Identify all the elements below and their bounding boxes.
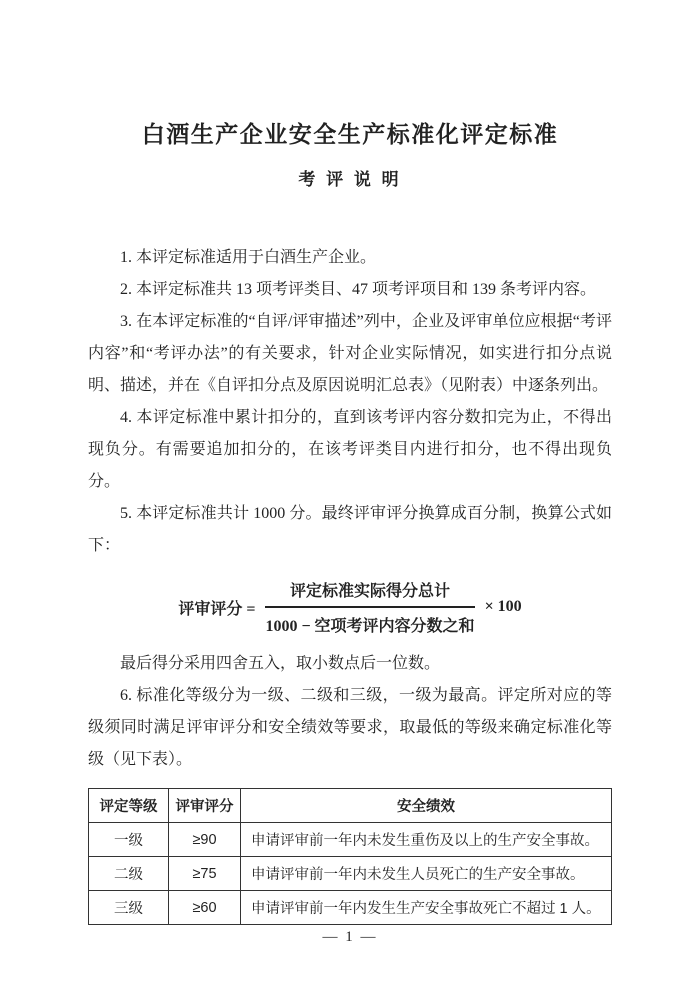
paragraph-2: 2. 本评定标准共 13 项考评类目、47 项考评项目和 139 条考评内容。 — [120, 281, 597, 298]
cell-grade: 三级 — [89, 891, 169, 925]
header-performance: 安全绩效 — [241, 789, 612, 823]
cell-performance: 申请评审前一年内发生生产安全事故死亡不超过 1 人。 — [241, 891, 612, 925]
cell-score: ≥60 — [169, 891, 241, 925]
table-row — [89, 891, 612, 925]
grade-table — [88, 788, 612, 925]
cell-grade: 二级 — [89, 857, 169, 891]
table-row — [89, 857, 612, 891]
paragraph-6: 6. 标准化等级分为一级、二级和三级，一级为最高。评定所对应的等级须同时满足评审评分和安全绩效等要求，取最低的等级来确定标准化等级（见下表）。 — [88, 687, 612, 768]
cell-performance: 申请评审前一年内未发生人员死亡的生产安全事故。 — [241, 857, 612, 891]
formula-multiplier: × 100 — [484, 598, 522, 615]
cell-score: ≥75 — [169, 857, 241, 891]
table-row — [89, 823, 612, 857]
cell-score: ≥90 — [169, 823, 241, 857]
document-body — [88, 242, 612, 925]
score-formula — [88, 578, 612, 636]
cell-performance: 申请评审前一年内未发生重伤及以上的生产安全事故。 — [241, 823, 612, 857]
formula-fraction — [265, 578, 474, 636]
page-number: — 1 — — [322, 929, 378, 945]
formula-denominator: 1000 − 空项考评内容分数之和 — [265, 618, 475, 635]
formula-lhs: 评审评分 = — [178, 600, 256, 618]
paragraph-5: 5. 本评定标准共计 1000 分。最终评审评分换算成百分制，换算公式如下： — [88, 505, 612, 554]
page-subtitle: 考 评 说 明 — [298, 170, 402, 189]
cell-grade: 一级 — [89, 823, 169, 857]
header-grade: 评定等级 — [89, 789, 169, 823]
page-title: 白酒生产企业安全生产标准化评定标准 — [141, 121, 559, 147]
table-header-row — [89, 789, 612, 823]
paragraph-1: 1. 本评定标准适用于白酒生产企业。 — [120, 249, 377, 266]
formula-numerator: 评定标准实际得分总计 — [265, 578, 474, 608]
paragraph-rounding: 最后得分采用四舍五入，取小数点后一位数。 — [120, 655, 441, 672]
paragraph-3: 3. 在本评定标准的“自评/评审描述”列中，企业及评审单位应根据“考评内容”和“考评办法”的有关要求，针对企业实际情况，如实进行扣分点说明、描述，并在《自评扣分点及原因说明汇总表》（见附表）中逐条列出。 — [88, 313, 612, 394]
paragraph-4: 4. 本评定标准中累计扣分的，直到该考评内容分数扣完为止，不得出现负分。有需要追加扣分的，在该考评类目内进行扣分，也不得出现负分。 — [88, 409, 612, 490]
header-score: 评审评分 — [169, 789, 241, 823]
